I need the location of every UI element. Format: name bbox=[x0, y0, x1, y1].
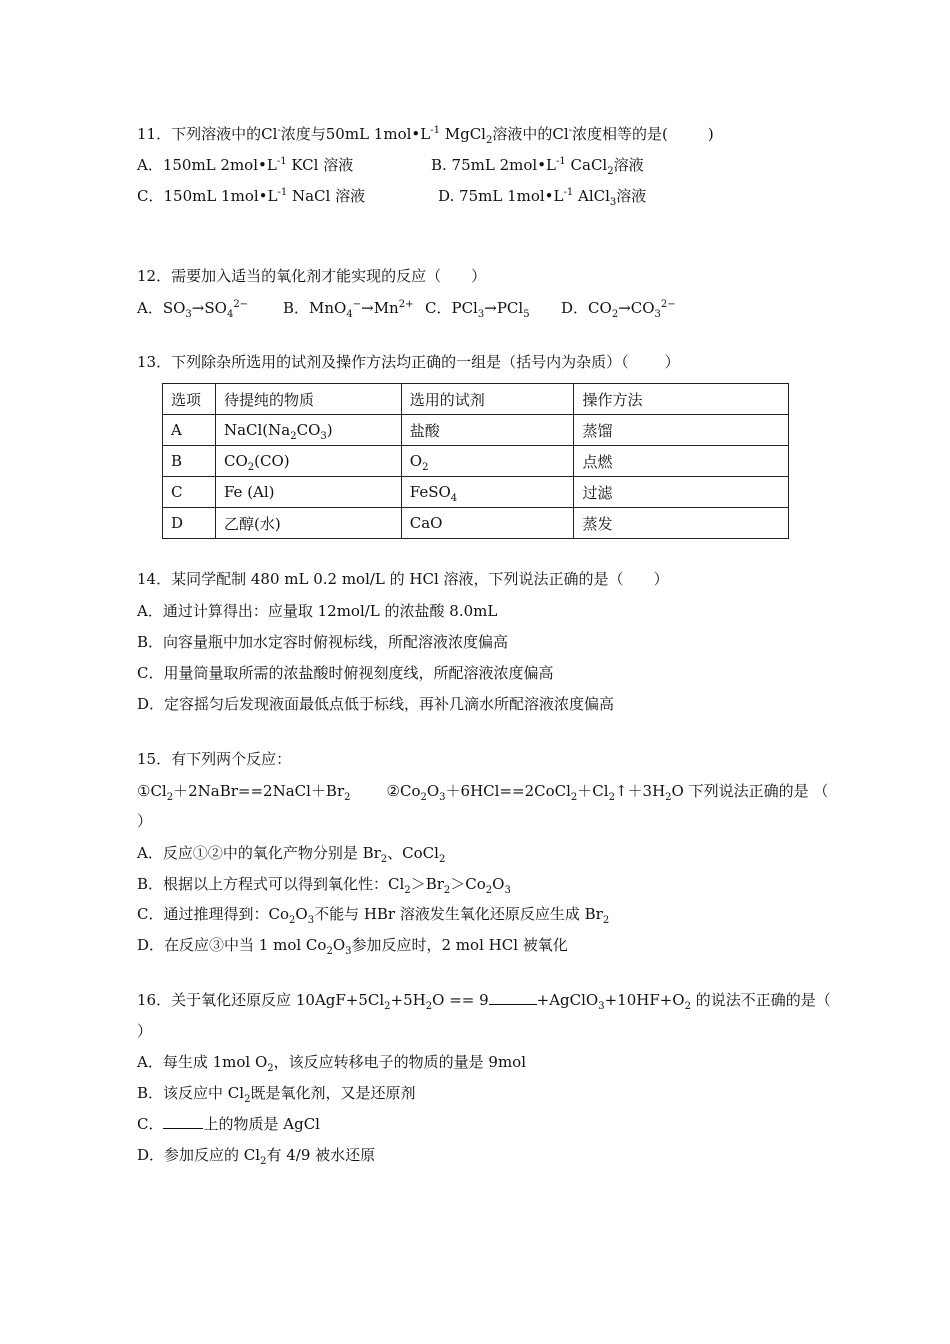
q11-stem-part: 浓度相等的是( bbox=[572, 125, 668, 143]
subscript: 2 bbox=[607, 166, 614, 177]
q16-option-c bbox=[137, 1114, 320, 1134]
option-text: 参加反应时，2 mol HCl 被氧化 bbox=[351, 936, 568, 954]
option-text: ＞Br bbox=[410, 875, 444, 893]
q14-option-d: D．定容摇匀后发现液面最低点低于标线，再补几滴水所配溶液浓度偏高 bbox=[137, 695, 615, 713]
option-text: B．根据以上方程式可以得到氧化性：Cl bbox=[137, 875, 405, 893]
superscript: - bbox=[277, 125, 281, 136]
equation-text: ＋2NaBr==2NaCl＋Br bbox=[173, 782, 345, 800]
superscript: - bbox=[568, 125, 573, 136]
subscript: 2 bbox=[602, 915, 610, 926]
option-text: O bbox=[332, 936, 346, 954]
q11-stem bbox=[137, 124, 714, 144]
q16-stem-text: +AgClO bbox=[536, 991, 599, 1009]
subscript: 2 bbox=[684, 1001, 691, 1012]
substance-cell bbox=[215, 446, 401, 477]
subscript: 2 bbox=[267, 1063, 274, 1074]
subscript: 4 bbox=[450, 493, 458, 504]
subscript: 3 bbox=[654, 309, 661, 320]
q12-stem-text: 12．需要加入适当的氧化剂才能实现的反应（ bbox=[137, 267, 442, 285]
subscript: 5 bbox=[523, 309, 530, 320]
table-row bbox=[163, 477, 789, 508]
q13-stem-end: ） bbox=[664, 353, 680, 371]
q11-option-b bbox=[431, 155, 644, 175]
subscript: 2 bbox=[570, 792, 578, 803]
equation-text: ①Cl bbox=[137, 782, 167, 800]
header-cell: 选用的试剂 bbox=[401, 384, 574, 415]
option-text: A．反应①②中的氧化产物分别是 Br bbox=[137, 844, 381, 862]
option-text: B．该反应中 Cl bbox=[137, 1084, 245, 1102]
method-cell: 蒸馏 bbox=[574, 415, 789, 446]
option-text: 溶液 bbox=[613, 156, 644, 174]
q14-option-b: B．向容量瓶中加水定容时俯视标线，所配溶液浓度偏高 bbox=[137, 633, 509, 651]
equation-text: ↑＋3H bbox=[614, 782, 666, 800]
purification-table bbox=[162, 383, 789, 539]
option-text: 既是氧化剂，又是还原剂 bbox=[250, 1084, 416, 1102]
cell-text: ) bbox=[326, 421, 333, 439]
q16-stem-end: ） bbox=[137, 1022, 153, 1040]
subscript: 3 bbox=[307, 915, 315, 926]
subscript: 2 bbox=[344, 792, 351, 803]
q15-stem-end: ） bbox=[137, 812, 153, 830]
superscript: -1 bbox=[556, 156, 566, 167]
cell-text: (CO) bbox=[254, 452, 290, 470]
option-text: 有 4/9 被水还原 bbox=[266, 1146, 376, 1164]
subscript: 2 bbox=[384, 1001, 391, 1012]
q12-stem-end: ） bbox=[471, 267, 487, 285]
method-cell: 点燃 bbox=[574, 446, 789, 477]
table-row bbox=[163, 508, 789, 539]
option-text: A．150mL 2mol•L bbox=[137, 156, 277, 174]
option-text: ，该反应转移电子的物质的量是 9mol bbox=[273, 1053, 527, 1071]
reagent-cell bbox=[401, 477, 574, 508]
subscript: 2 bbox=[326, 946, 333, 957]
option-cell: D bbox=[163, 508, 216, 539]
substance-cell: 乙醇(水) bbox=[215, 508, 401, 539]
superscript: − bbox=[352, 299, 362, 310]
q11-stem-part: 11．下列溶液中的Cl bbox=[137, 125, 278, 143]
reagent-cell bbox=[401, 446, 574, 477]
q14-stem-text: 14．某同学配制 480 mL 0.2 mol/L 的 HCl 溶液，下列说法正确的是（ bbox=[137, 570, 624, 588]
q11-stem-part: ) bbox=[707, 125, 714, 143]
cell-text: CO bbox=[296, 421, 321, 439]
table-row bbox=[163, 446, 789, 477]
substance-cell bbox=[215, 415, 401, 446]
option-text: D．CO bbox=[561, 299, 612, 317]
substance-cell: Fe (Al) bbox=[215, 477, 401, 508]
q11-option-a bbox=[137, 155, 353, 175]
table-header-row bbox=[163, 384, 789, 415]
subscript: 2 bbox=[290, 431, 297, 442]
q13-stem bbox=[137, 352, 680, 372]
option-text: CO bbox=[630, 299, 655, 317]
option-text: C．通过推理得到：Co bbox=[137, 905, 289, 923]
q16-stem-text: O == 9 bbox=[432, 991, 489, 1009]
subscript: 2 bbox=[422, 462, 429, 473]
option-text: A．SO bbox=[137, 299, 186, 317]
subscript: 3 bbox=[504, 885, 511, 896]
option-text: D．参加反应的 Cl bbox=[137, 1146, 261, 1164]
header-cell: 选项 bbox=[163, 384, 216, 415]
superscript: -1 bbox=[276, 156, 287, 167]
option-text: NaCl 溶液 bbox=[287, 187, 366, 205]
option-cell: A bbox=[163, 415, 216, 446]
q16-stem bbox=[137, 990, 831, 1010]
cell-text: CO bbox=[223, 452, 248, 470]
q14-option-c: C．用量筒量取所需的浓盐酸时俯视刻度线，所配溶液浓度偏高 bbox=[137, 664, 554, 682]
option-text: CaCl bbox=[565, 156, 608, 174]
arrow: → bbox=[618, 299, 631, 317]
q16-stem-text: 16．关于氧化还原反应 10AgF+5Cl bbox=[137, 991, 385, 1009]
q15-option-c bbox=[137, 904, 609, 924]
answer-blank bbox=[163, 1114, 203, 1129]
subscript: 2 bbox=[425, 1001, 433, 1012]
option-text: C．150mL 1mol•L bbox=[137, 187, 278, 205]
method-cell: 过滤 bbox=[574, 477, 789, 508]
option-text: SO bbox=[204, 299, 227, 317]
subscript: 2 bbox=[485, 135, 493, 146]
subscript: 2 bbox=[438, 854, 446, 865]
table-row bbox=[163, 415, 789, 446]
subscript: 3 bbox=[477, 309, 485, 320]
equation-text: ＋Cl bbox=[577, 782, 609, 800]
option-text: C．PCl bbox=[425, 299, 478, 317]
subscript: 3 bbox=[598, 1001, 605, 1012]
q14-option-a: A．通过计算得出：应量取 12mol/L 的浓盐酸 8.0mL bbox=[137, 602, 498, 620]
equation-text: ＋6HCl==2CoCl bbox=[445, 782, 571, 800]
answer-blank bbox=[489, 990, 537, 1005]
subscript: 2 bbox=[443, 885, 451, 896]
q12-option-c bbox=[425, 298, 530, 318]
option-text: Mn bbox=[373, 299, 399, 317]
option-text: ＞Co bbox=[450, 875, 486, 893]
subscript: 2 bbox=[665, 792, 672, 803]
subscript: 2 bbox=[166, 792, 174, 803]
q16-stem-text: +10HF+O bbox=[604, 991, 685, 1009]
option-cell: B bbox=[163, 446, 216, 477]
option-text: C． bbox=[137, 1115, 164, 1133]
cell-text: NaCl(Na bbox=[223, 421, 291, 439]
subscript: 4 bbox=[226, 309, 234, 320]
subscript: 2 bbox=[404, 885, 411, 896]
q11-stem-part: 溶液中的Cl bbox=[492, 125, 569, 143]
equation-text: O bbox=[426, 782, 440, 800]
option-text: PCl bbox=[496, 299, 524, 317]
arrow: → bbox=[361, 299, 374, 317]
arrow: → bbox=[191, 299, 205, 317]
option-text: O bbox=[295, 905, 308, 923]
q15-option-d bbox=[137, 935, 568, 955]
cell-text: FeSO bbox=[409, 483, 451, 501]
superscript: 2− bbox=[233, 299, 249, 310]
q15-stem: 15．有下列两个反应： bbox=[137, 750, 292, 768]
subscript: 2 bbox=[485, 885, 493, 896]
subscript: 2 bbox=[380, 854, 388, 865]
q15-option-b bbox=[137, 874, 511, 894]
method-cell: 蒸发 bbox=[574, 508, 789, 539]
subscript: 2 bbox=[608, 792, 615, 803]
subscript: 2 bbox=[244, 1094, 251, 1105]
option-text: 溶液 bbox=[616, 187, 647, 205]
option-text: KCl 溶液 bbox=[286, 156, 354, 174]
subscript: 3 bbox=[439, 792, 446, 803]
subscript: 2 bbox=[247, 462, 255, 473]
superscript: -1 bbox=[277, 187, 288, 198]
superscript: -1 bbox=[563, 187, 574, 198]
q14-stem bbox=[137, 569, 669, 589]
subscript: 2 bbox=[420, 792, 427, 803]
subscript: 3 bbox=[185, 309, 192, 320]
equation-text: ②Co bbox=[386, 782, 421, 800]
q13-stem-text: 13．下列除杂所选用的试剂及操作方法均正确的一组是（括号内为杂质）（ bbox=[137, 353, 629, 371]
q14-stem-end: ） bbox=[653, 570, 669, 588]
option-cell: C bbox=[163, 477, 216, 508]
option-text: D. 75mL 1mol•L bbox=[438, 187, 564, 205]
option-text: 上的物质是 AgCl bbox=[203, 1115, 320, 1133]
q16-stem-text: 的说法不正确的是（ bbox=[690, 991, 831, 1009]
arrow: → bbox=[484, 299, 497, 317]
reagent-cell: CaO bbox=[401, 508, 574, 539]
q12-option-b bbox=[283, 298, 413, 318]
option-text: 、CoCl bbox=[387, 844, 439, 862]
option-text: D．在反应③中当 1 mol Co bbox=[137, 936, 327, 954]
q16-option-b bbox=[137, 1083, 415, 1103]
q16-option-d bbox=[137, 1145, 375, 1165]
subscript: 2 bbox=[611, 309, 619, 320]
header-cell: 待提纯的物质 bbox=[215, 384, 401, 415]
subscript: 3 bbox=[609, 197, 617, 208]
q15-option-a bbox=[137, 843, 445, 863]
subscript: 3 bbox=[320, 431, 327, 442]
q12-option-d bbox=[561, 298, 676, 318]
q12-stem bbox=[137, 266, 486, 286]
q16-option-a bbox=[137, 1052, 526, 1072]
header-cell: 操作方法 bbox=[574, 384, 789, 415]
option-text: AlCl bbox=[573, 187, 610, 205]
option-text: B．MnO bbox=[283, 299, 347, 317]
cell-text: O bbox=[409, 452, 423, 470]
q11-stem-part: 浓度与50mL 1mol•L bbox=[280, 125, 431, 143]
superscript: -1 bbox=[430, 125, 440, 136]
subscript: 3 bbox=[345, 946, 352, 957]
subscript: 2 bbox=[289, 915, 296, 926]
option-text: B. 75mL 2mol•L bbox=[431, 156, 557, 174]
q11-option-c bbox=[137, 186, 365, 206]
subscript: 4 bbox=[346, 309, 353, 320]
q12-option-a bbox=[137, 298, 248, 318]
q11-stem-part: MgCl bbox=[439, 125, 486, 143]
subscript: 2 bbox=[260, 1156, 267, 1167]
option-text: A．每生成 1mol O bbox=[137, 1053, 268, 1071]
equation-text: O 下列说法正确的是 （ bbox=[671, 782, 829, 800]
superscript: 2+ bbox=[398, 299, 414, 310]
reagent-cell: 盐酸 bbox=[401, 415, 574, 446]
q16-stem-text: +5H bbox=[390, 991, 426, 1009]
q15-equations bbox=[137, 781, 828, 801]
option-text: O bbox=[492, 875, 505, 893]
q11-option-d bbox=[438, 186, 646, 206]
superscript: 2− bbox=[660, 299, 676, 310]
option-text: 不能与 HBr 溶液发生氧化还原反应生成 Br bbox=[314, 905, 603, 923]
